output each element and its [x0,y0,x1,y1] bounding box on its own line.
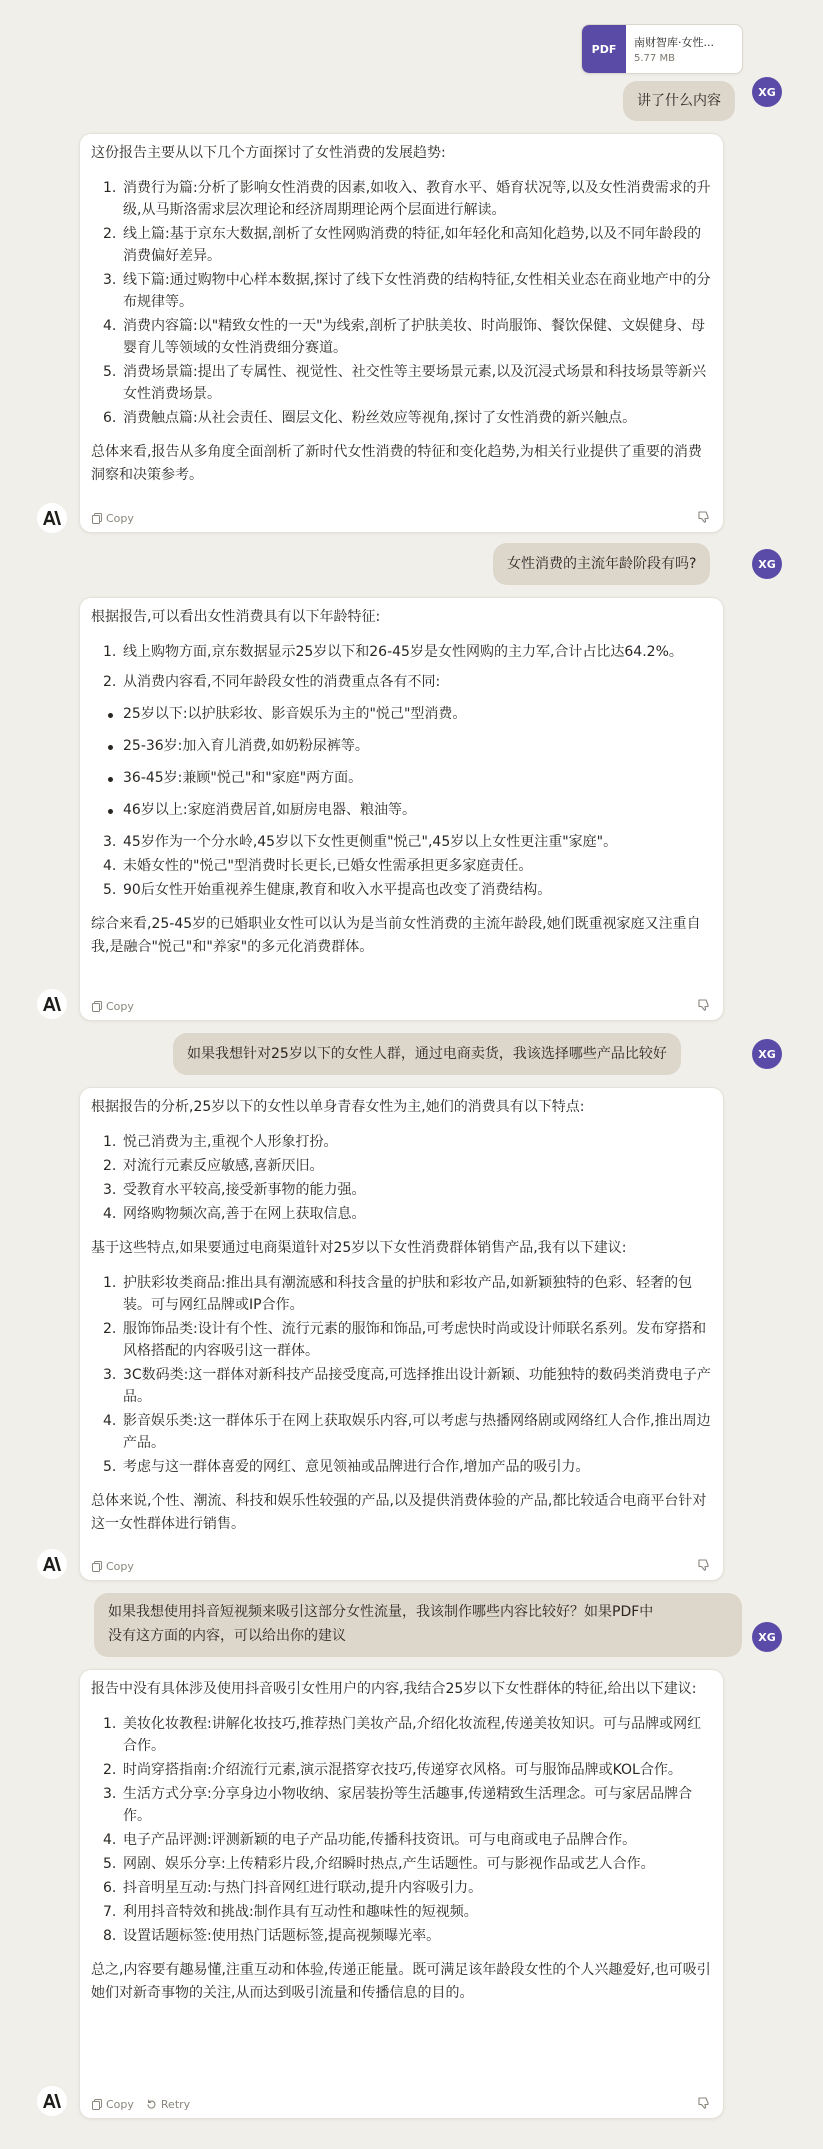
copy-button[interactable]: Copy [92,1000,134,1013]
list-item: 6. 抖音明星互动:与热门抖音网红进行联动,提升内容吸引力。 [103,1880,483,1896]
assistant-message [79,1087,724,1581]
copy-icon [92,2099,102,2110]
pdf-attachment-card[interactable] [581,24,743,74]
copy-icon [92,513,102,524]
user-message-text: 讲了什么内容 [637,93,721,109]
bullet-item: 46岁以上:家庭消费居首,如厨房电器、粮油等。 [91,799,711,821]
list-item: 2. 时尚穿搭指南:介绍流行元素,演示混搭穿衣技巧,传递穿衣风格。可与服饰品牌或KOL合作。 [103,1762,682,1778]
copy-button[interactable]: Copy [92,512,134,525]
assistant-message [79,1669,724,2119]
attachment-file-size: 5.77 MB [634,53,675,64]
user-message-text: 如果我想使用抖音短视频来吸引这部分女性流量，我该制作哪些内容比较好？如果PDF中 [108,1604,654,1620]
assistant-list [91,1713,711,1947]
list-item: 3. 生活方式分享:分享身边小物收纳、家居装扮等生活趣事,传递精致生活理念。可与家居品牌合作。 [103,1786,693,1824]
user-message [94,1593,742,1657]
list-item: 7. 利用抖音特效和挑战:制作具有互动性和趣味性的短视频。 [103,1904,478,1920]
user-avatar[interactable]: XG [752,1622,782,1652]
assistant-list [91,831,711,901]
message-actions [92,2096,711,2112]
assistant-list [91,641,711,693]
assistant-avatar [37,2086,67,2116]
assistant-outro: 总体来看,报告从多角度全面剖析了新时代女性消费的特征和变化趋势,为相关行业提供了重要的消费洞察和决策参考。 [91,444,702,483]
pdf-file-icon: PDF [582,25,626,73]
user-avatar[interactable]: XG [752,549,782,579]
bullet-item: 25岁以下:以护肤彩妆、影音娱乐为主的"悦己"型消费。 [91,703,711,725]
user-avatar[interactable]: XG [752,1039,782,1069]
list-item: 2. 线上篇:基于京东大数据,剖析了女性网购消费的特征,如年轻化和高知化趋势,以及不同年龄段的消费偏好差异。 [103,226,702,264]
list-item: 1. 消费行为篇:分析了影响女性消费的因素,如收入、教育水平、婚育状况等,以及女性消费需求的升级,从马斯洛需求层次理论和经济周期理论两个层面进行解读。 [103,180,711,218]
list-item: 3. 3C数码类:这一群体对新科技产品接受度高,可选择推出设计新颖、功能独特的数码类消费电子产品。 [103,1367,711,1405]
list-item: 1. 护肤彩妆类商品:推出具有潮流感和科技含量的护肤和彩妆产品,如新颖独特的色彩、轻奢的包装。可与网红品牌或IP合作。 [103,1275,693,1313]
list-item: 3. 线下篇:通过购物中心样本数据,探讨了线下女性消费的结构特征,女性相关业态在商业地产中的分布规律等。 [103,272,711,310]
assistant-intro: 报告中没有具体涉及使用抖音吸引女性用户的内容,我结合25岁以下女性群体的特征,给出以下建议: [91,1681,697,1697]
message-actions [92,998,711,1014]
list-item: 8. 设置话题标签:使用热门话题标签,提高视频曝光率。 [103,1928,441,1944]
copy-button[interactable]: Copy [92,1560,134,1573]
user-message [623,81,735,121]
bullet-item: 25-36岁:加入育儿消费,如奶粉尿裤等。 [91,735,711,757]
list-item: 5. 90后女性开始重视养生健康,教育和收入水平提高也改变了消费结构。 [103,882,552,898]
list-item: 5. 消费场景篇:提出了专属性、视觉性、社交性等主要场景元素,以及沉浸式场景和科技场景等新兴女性消费场景。 [103,364,707,402]
user-message-text: 没有这方面的内容，可以给出你的建议 [108,1628,346,1644]
list-item: 1. 线上购物方面,京东数据显示25岁以下和26-45岁是女性网购的主力军,合计占比达64.2%。 [103,644,683,660]
list-item: 5. 网剧、娱乐分享:上传精彩片段,介绍瞬时热点,产生话题性。可与影视作品或艺人合作。 [103,1856,655,1872]
list-item: 3. 受教育水平较高,接受新事物的能力强。 [103,1182,366,1198]
list-item: 2. 服饰饰品类:设计有个性、流行元素的服饰和饰品,可考虑快时尚或设计师联名系列。发布穿搭和风格搭配的内容吸引这一群体。 [103,1321,707,1359]
user-message [493,543,710,585]
assistant-list [91,1131,711,1225]
anthropic-logo-icon [43,2094,61,2108]
assistant-message [79,133,724,533]
assistant-outro: 综合来看,25-45岁的已婚职业女性可以认为是当前女性消费的主流年龄段,她们既重视家庭又注重自我,是融合"悦己"和"养家"的多元化消费群体。 [91,916,701,955]
list-item: 4. 未婚女性的"悦己"型消费时长更长,已婚女性需承担更多家庭责任。 [103,858,533,874]
list-item: 4. 消费内容篇:以"精致女性的一天"为线索,剖析了护肤美妆、时尚服饰、餐饮保健、文娱健身、母婴育儿等领域的女性消费细分赛道。 [103,318,706,356]
attachment-file-name: 南财智库·女性... [634,36,714,49]
user-message-text: 女性消费的主流年龄阶段有吗? [507,556,697,572]
assistant-bullets [91,703,711,821]
assistant-middle: 基于这些特点,如果要通过电商渠道针对25岁以下女性消费群体销售产品,我有以下建议: [91,1240,627,1256]
user-avatar[interactable]: XG [752,77,782,107]
copy-icon [92,1001,102,1012]
thumbs-down-icon[interactable] [697,1558,711,1572]
list-item: 5. 考虑与这一群体喜爱的网红、意见领袖或品牌进行合作,增加产品的吸引力。 [103,1459,590,1475]
user-message-text: 如果我想针对25岁以下的女性人群，通过电商卖货，我该选择哪些产品比较好 [187,1046,667,1062]
assistant-message [79,597,724,1021]
assistant-list [91,177,711,429]
assistant-outro: 总之,内容要有趣易懂,注重互动和体验,传递正能量。既可满足该年龄段女性的个人兴趣爱好,也可吸引她们对新奇事物的关注,从而达到吸引流量和传播信息的目的。 [91,1962,711,2001]
list-item: 3. 45岁作为一个分水岭,45岁以下女性更侧重"悦己",45岁以上女性更注重"家庭"。 [103,834,618,850]
anthropic-logo-icon [43,997,61,1011]
assistant-avatar [37,503,67,533]
retry-icon [146,2099,157,2110]
copy-button[interactable]: Copy [92,2098,134,2111]
list-item: 4. 电子产品评测:评测新颖的电子产品功能,传播科技资讯。可与电商或电子品牌合作。 [103,1832,637,1848]
assistant-avatar [37,1549,67,1579]
list-item: 1. 悦己消费为主,重视个人形象打扮。 [103,1134,338,1150]
thumbs-down-icon[interactable] [697,510,711,524]
message-actions [92,1558,711,1574]
assistant-intro: 根据报告,可以看出女性消费具有以下年龄特征: [91,609,381,625]
thumbs-down-icon[interactable] [697,2096,711,2110]
assistant-intro: 根据报告的分析,25岁以下的女性以单身青春女性为主,她们的消费具有以下特点: [91,1099,585,1115]
assistant-intro: 这份报告主要从以下几个方面探讨了女性消费的发展趋势: [91,145,446,161]
list-item: 2. 对流行元素反应敏感,喜新厌旧。 [103,1158,324,1174]
list-item: 1. 美妆化妆教程:讲解化妆技巧,推荐热门美妆产品,介绍化妆流程,传递美妆知识。可与品牌或网红合作。 [103,1716,702,1754]
bullet-item: 36-45岁:兼顾"悦己"和"家庭"两方面。 [91,767,711,789]
user-message [173,1033,681,1075]
assistant-avatar [37,989,67,1019]
copy-icon [92,1561,102,1572]
list-item: 2. 从消费内容看,不同年龄段女性的消费重点各有不同: [103,674,441,690]
message-actions [92,510,711,526]
assistant-list [91,1272,711,1478]
list-item: 4. 影音娱乐类:这一群体乐于在网上获取娱乐内容,可以考虑与热播网络剧或网络红人合作,推出周边产品。 [103,1413,711,1451]
assistant-outro: 总体来说,个性、潮流、科技和娱乐性较强的产品,以及提供消费体验的产品,都比较适合电商平台针对这一女性群体进行销售。 [91,1493,707,1532]
list-item: 4. 网络购物频次高,善于在网上获取信息。 [103,1206,366,1222]
retry-button[interactable]: Retry [146,2098,190,2111]
anthropic-logo-icon [43,1557,61,1571]
list-item: 6. 消费触点篇:从社会责任、圈层文化、粉丝效应等视角,探讨了女性消费的新兴触点。 [103,410,637,426]
thumbs-down-icon[interactable] [697,998,711,1012]
anthropic-logo-icon [43,511,61,525]
